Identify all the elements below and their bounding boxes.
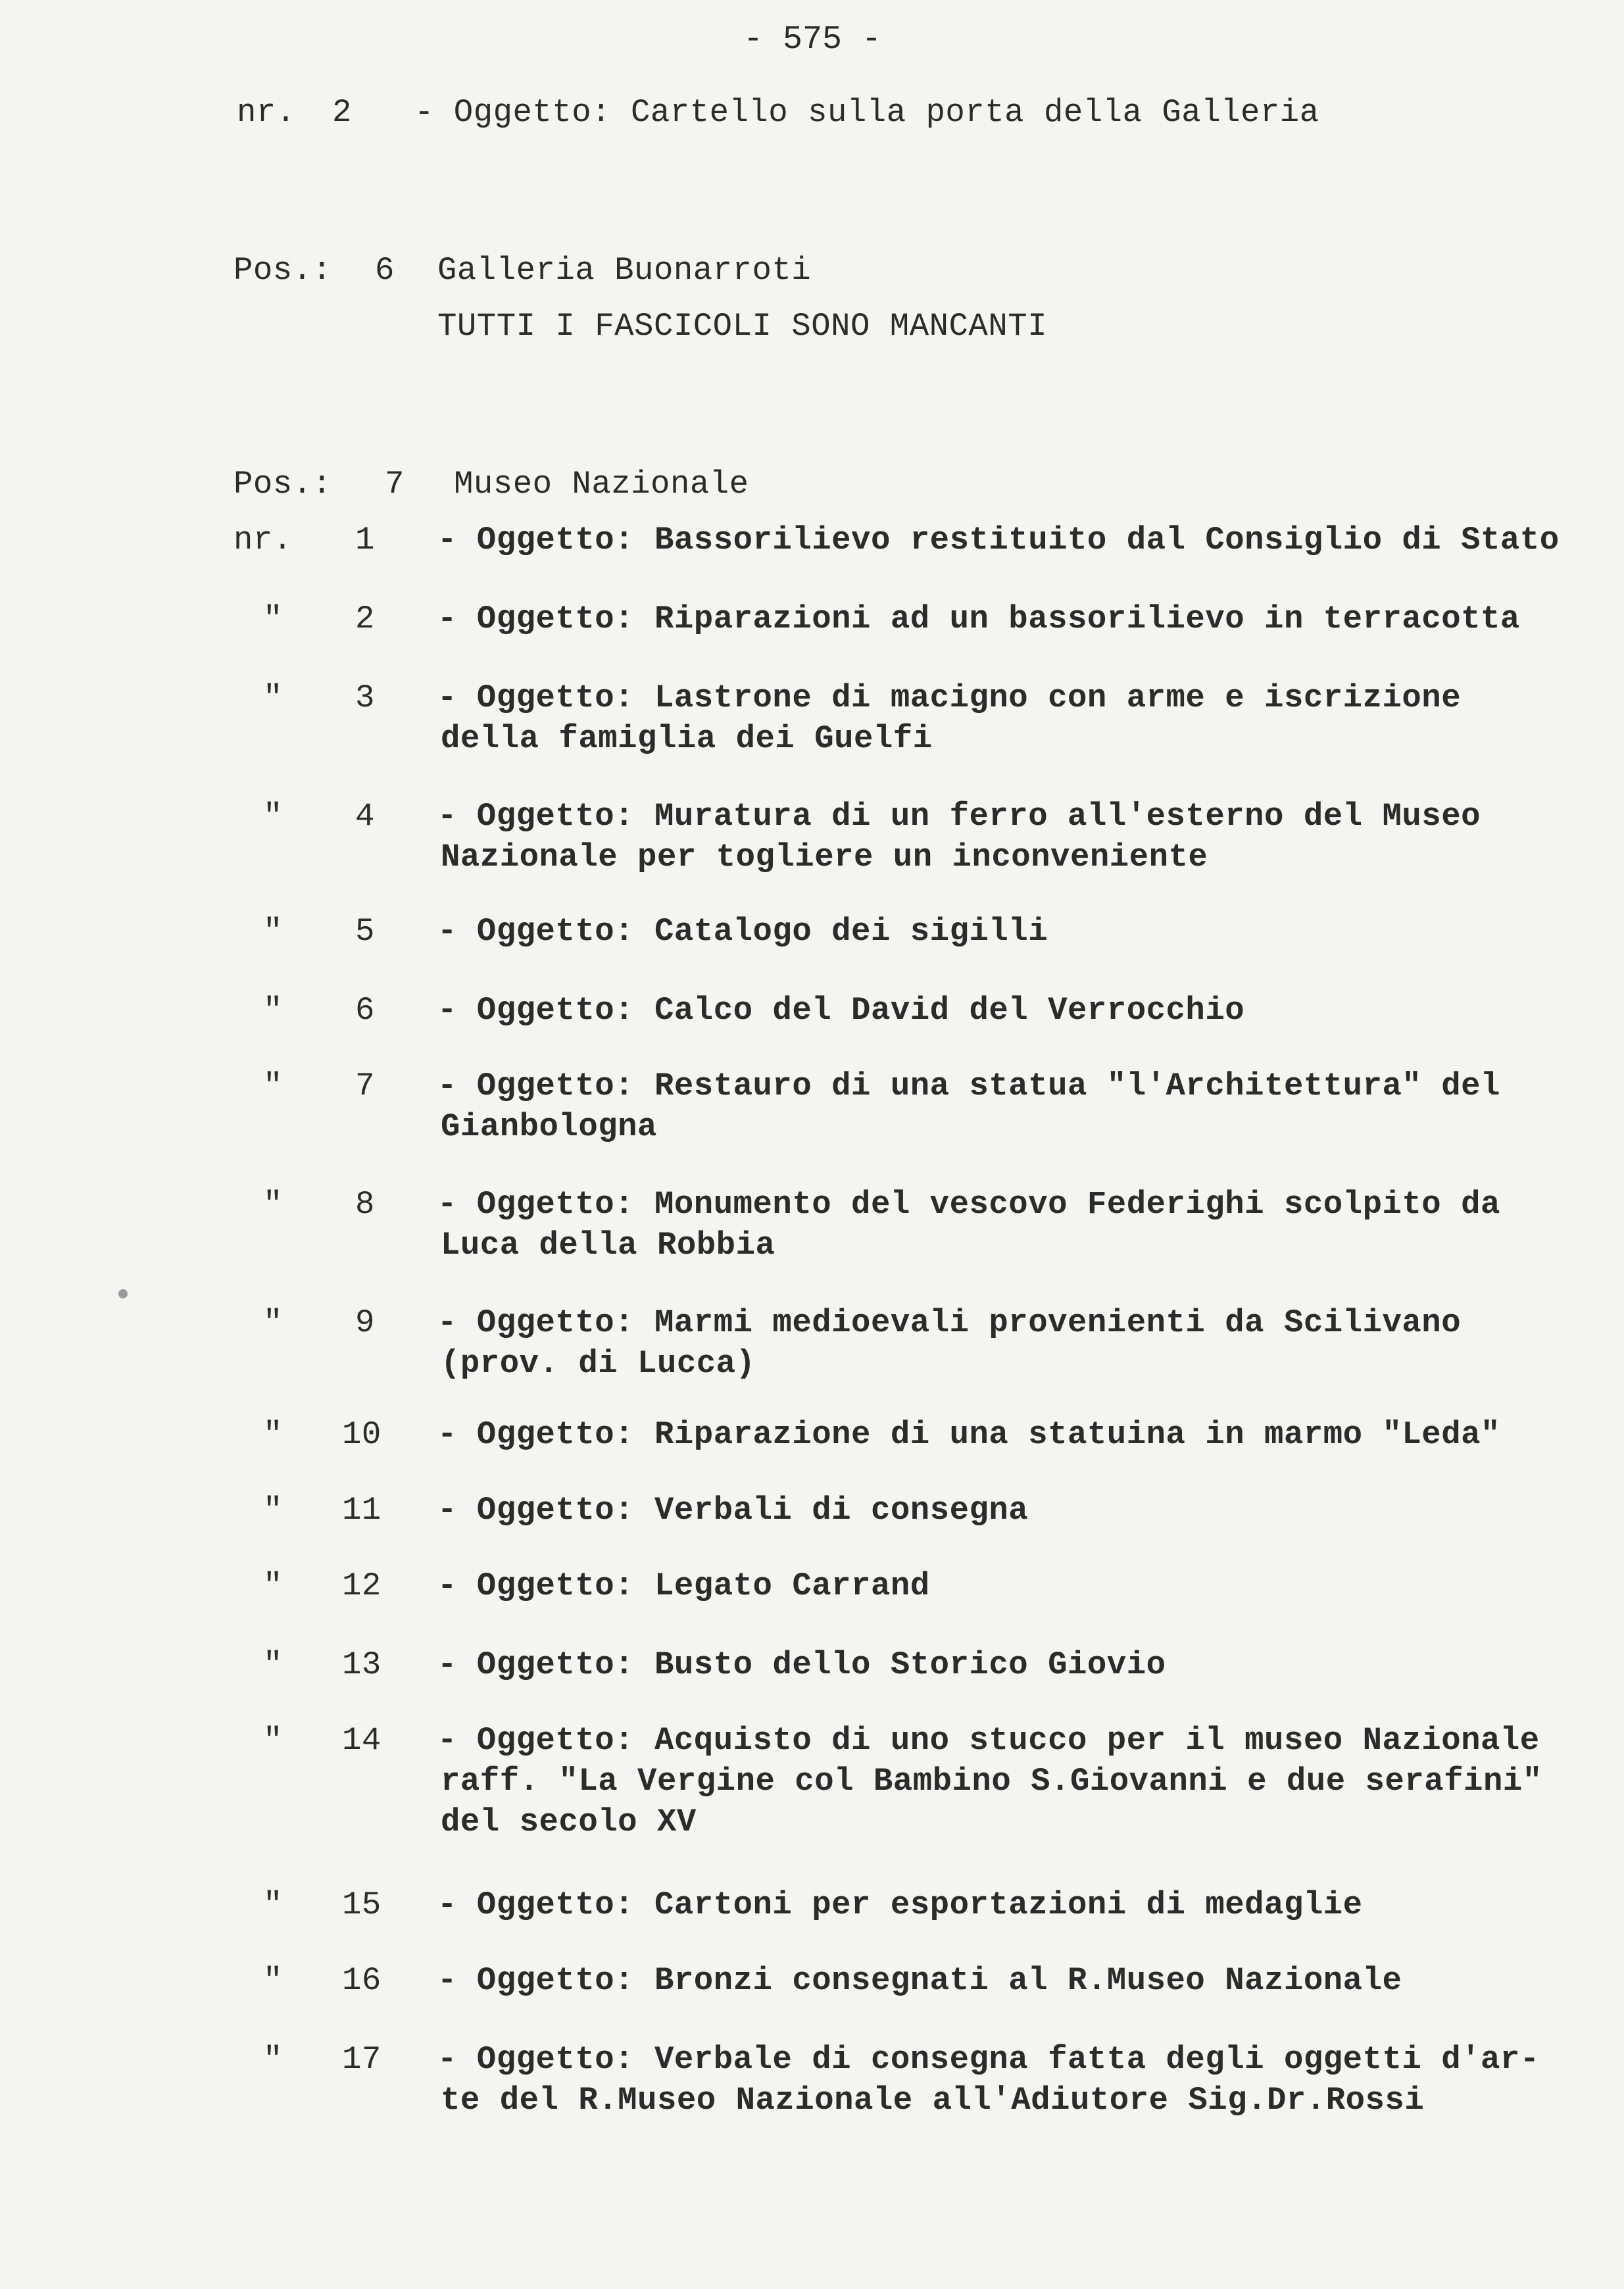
entry-number: 12 bbox=[342, 1567, 381, 1604]
entry-text: Riparazioni ad un bassorilievo in terracotta bbox=[654, 601, 1520, 637]
entry-text: Lastrone di macigno con arme e iscrizione bbox=[654, 679, 1462, 716]
entry-text: Monumento del vescovo Federighi scolpito da bbox=[654, 1186, 1500, 1223]
entry-number: 3 bbox=[355, 679, 375, 716]
header-entry-number: 2 bbox=[332, 94, 352, 131]
page-number: - 575 - bbox=[743, 21, 882, 59]
entry-oggetto-label: - Oggetto: bbox=[437, 1416, 635, 1453]
entry-prefix: " bbox=[263, 1068, 283, 1104]
entry-prefix: " bbox=[263, 798, 283, 835]
entry-prefix: " bbox=[263, 1492, 283, 1529]
entry-text-continuation: del secolo XV bbox=[441, 1804, 697, 1840]
entry-prefix: " bbox=[263, 1646, 283, 1683]
entry-text: Catalogo dei sigilli bbox=[654, 913, 1048, 950]
entry-text: Verbale di consegna fatta degli oggetti d'ar- bbox=[654, 2041, 1540, 2078]
pos-6-number: 6 bbox=[375, 252, 395, 289]
entry-oggetto-label: - Oggetto: bbox=[437, 1186, 635, 1223]
entry-oggetto-label: - Oggetto: bbox=[437, 913, 635, 950]
entry-text-continuation: Nazionale per togliere un inconveniente bbox=[441, 839, 1208, 875]
entry-oggetto-label: - Oggetto: bbox=[437, 679, 635, 716]
entry-prefix: " bbox=[263, 1962, 283, 1999]
entry-oggetto-label: - Oggetto: bbox=[437, 522, 635, 558]
entry-number: 4 bbox=[355, 798, 375, 835]
entry-prefix: " bbox=[263, 1722, 283, 1759]
entry-text: Verbali di consegna bbox=[654, 1492, 1029, 1529]
entry-text: Calco del David del Verrocchio bbox=[654, 992, 1245, 1029]
entry-oggetto-label: - Oggetto: bbox=[437, 1068, 635, 1104]
entry-text: Bronzi consegnati al R.Museo Nazionale bbox=[654, 1962, 1402, 1999]
entry-text: Riparazione di una statuina in marmo "Leda" bbox=[654, 1416, 1500, 1453]
pos-6-title: Galleria Buonarroti bbox=[437, 252, 812, 289]
entry-number: 2 bbox=[355, 601, 375, 637]
entry-text: Bassorilievo restituito dal Consiglio di Stato bbox=[654, 522, 1560, 558]
entry-prefix: nr. bbox=[234, 522, 293, 558]
entry-number: 1 bbox=[355, 522, 375, 558]
entry-oggetto-label: - Oggetto: bbox=[437, 1304, 635, 1341]
entry-text-continuation: te del R.Museo Nazionale all'Adiutore Sig.Dr.Rossi bbox=[441, 2082, 1425, 2119]
entry-prefix: " bbox=[263, 679, 283, 716]
pos-6-label: Pos.: bbox=[234, 252, 332, 289]
entry-number: 10 bbox=[342, 1416, 381, 1453]
entry-number: 7 bbox=[355, 1068, 375, 1104]
entry-prefix: " bbox=[263, 2041, 283, 2078]
entry-text-continuation: della famiglia dei Guelfi bbox=[441, 720, 933, 757]
entry-prefix: " bbox=[263, 1186, 283, 1223]
entry-number: 14 bbox=[342, 1722, 381, 1759]
entry-text: Busto dello Storico Giovio bbox=[654, 1646, 1166, 1683]
entry-text-continuation: (prov. di Lucca) bbox=[441, 1345, 756, 1382]
entry-number: 17 bbox=[342, 2041, 381, 2078]
entry-prefix: " bbox=[263, 1416, 283, 1453]
entry-oggetto-label: - Oggetto: bbox=[437, 1646, 635, 1683]
entry-text: Marmi medioevali provenienti da Scilivano bbox=[654, 1304, 1462, 1341]
entry-text: Cartoni per esportazioni di medaglie bbox=[654, 1886, 1363, 1923]
entry-oggetto-label: - Oggetto: bbox=[437, 1492, 635, 1529]
entry-oggetto-label: - Oggetto: bbox=[437, 992, 635, 1029]
entry-oggetto-label: - Oggetto: bbox=[437, 1962, 635, 1999]
pos-7-title: Museo Nazionale bbox=[454, 466, 749, 503]
entry-text: Legato Carrand bbox=[654, 1567, 930, 1604]
header-entry-text: - Oggetto: Cartello sulla porta della Galleria bbox=[414, 94, 1319, 131]
paper-mark bbox=[118, 1289, 128, 1298]
entry-number: 8 bbox=[355, 1186, 375, 1223]
entry-number: 15 bbox=[342, 1886, 381, 1923]
entry-prefix: " bbox=[263, 601, 283, 637]
entry-oggetto-label: - Oggetto: bbox=[437, 798, 635, 835]
entry-text-continuation: raff. "La Vergine col Bambino S.Giovanni e due serafini" bbox=[441, 1763, 1542, 1800]
entry-text: Acquisto di uno stucco per il museo Nazionale bbox=[654, 1722, 1540, 1759]
entry-text-continuation: Gianbologna bbox=[441, 1108, 657, 1145]
pos-7-number: 7 bbox=[385, 466, 405, 503]
entry-prefix: " bbox=[263, 992, 283, 1029]
entry-text-continuation: Luca della Robbia bbox=[441, 1227, 775, 1264]
entry-number: 13 bbox=[342, 1646, 381, 1683]
entry-oggetto-label: - Oggetto: bbox=[437, 1722, 635, 1759]
pos-6-note: TUTTI I FASCICOLI SONO MANCANTI bbox=[437, 308, 1048, 345]
entry-number: 16 bbox=[342, 1962, 381, 1999]
entry-prefix: " bbox=[263, 1567, 283, 1604]
entry-text: Muratura di un ferro all'esterno del Museo bbox=[654, 798, 1481, 835]
entry-oggetto-label: - Oggetto: bbox=[437, 2041, 635, 2078]
entry-number: 9 bbox=[355, 1304, 375, 1341]
header-entry-prefix: nr. bbox=[237, 94, 296, 131]
entry-prefix: " bbox=[263, 1886, 283, 1923]
entry-oggetto-label: - Oggetto: bbox=[437, 601, 635, 637]
entry-number: 5 bbox=[355, 913, 375, 950]
entry-prefix: " bbox=[263, 913, 283, 950]
entry-oggetto-label: - Oggetto: bbox=[437, 1886, 635, 1923]
entry-oggetto-label: - Oggetto: bbox=[437, 1567, 635, 1604]
entry-prefix: " bbox=[263, 1304, 283, 1341]
entry-text: Restauro di una statua "l'Architettura" del bbox=[654, 1068, 1500, 1104]
entry-number: 11 bbox=[342, 1492, 381, 1529]
pos-7-label: Pos.: bbox=[234, 466, 332, 503]
entry-number: 6 bbox=[355, 992, 375, 1029]
